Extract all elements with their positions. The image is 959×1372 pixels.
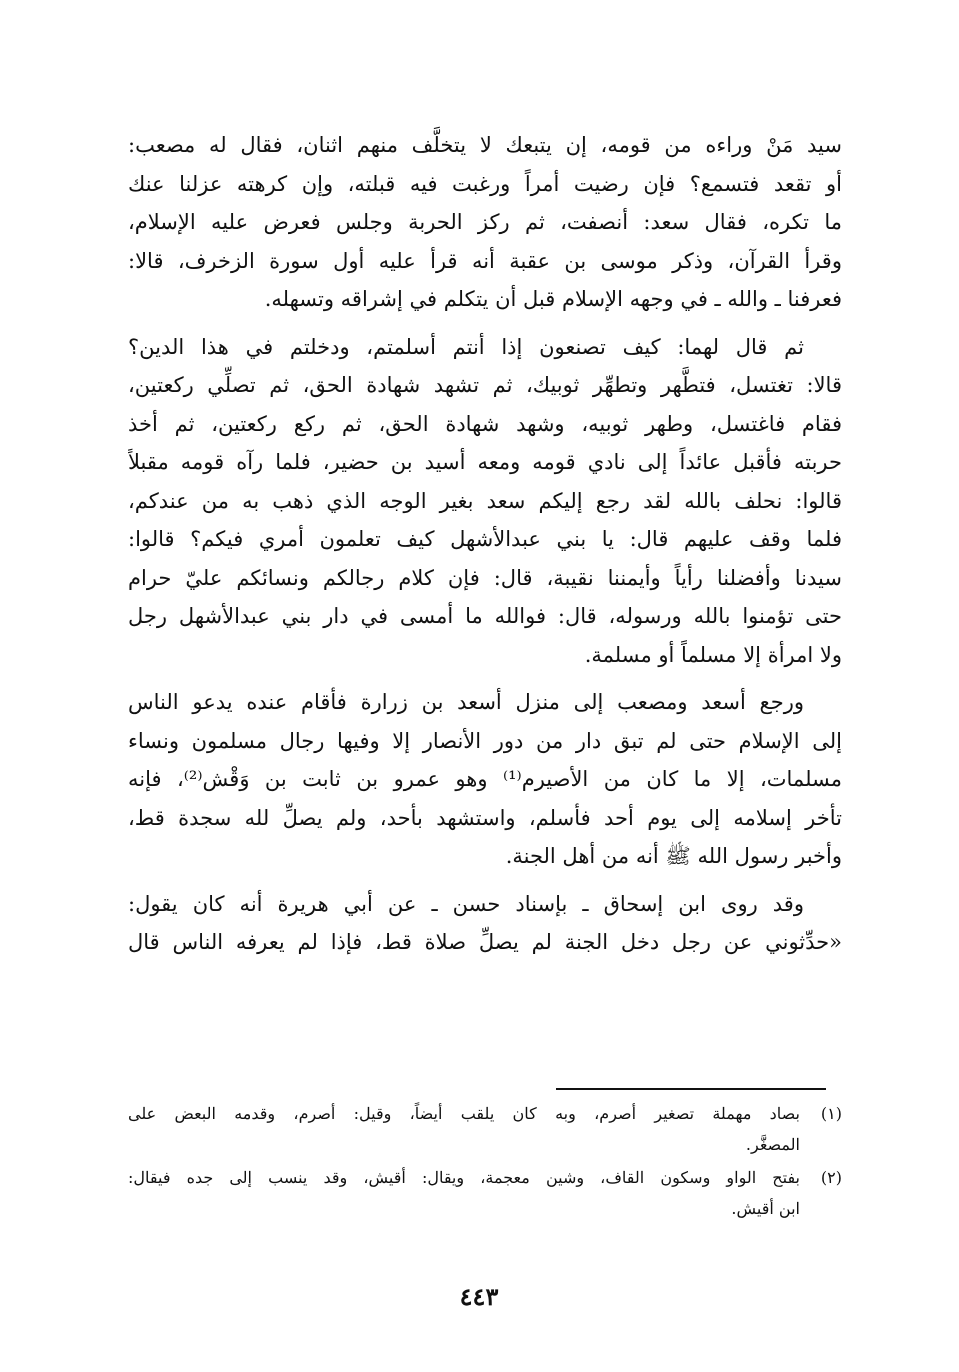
text-line: وأخبر رسول الله ﷺ أنه من أهل الجنة. [505, 844, 842, 868]
text-line: ولا امرأة إلا مسلماً أو مسلمة. [584, 642, 842, 667]
paragraph-gap [128, 876, 842, 885]
footnote-line: المصغَّر. [745, 1135, 800, 1154]
paragraph [128, 683, 842, 876]
footnote [128, 1162, 842, 1224]
text-line: أو تقعد فتسمع؟ فإن رضيت أمراً ورغبت فيه قبلته، وإن كرهته عزلنا عنك [128, 171, 842, 196]
text-line: فلما وقف عليهم قال: يا بني عبدالأشهل كيف تعلمون أمري فيكم؟ قالوا: [128, 527, 842, 551]
text-line: سيد مَنْ وراءه من قومه، إن يتبعك لا يتخلَّف منهم اثنان، فقال له مصعب: [128, 133, 842, 157]
footnote-separator [556, 1088, 826, 1090]
text-line: «حدِّثوني عن رجل دخل الجنة لم يصلِّ صلاة قط، فإذا لم يعرفه الناس قال [128, 930, 842, 954]
page-number: ٤٤٣ [459, 1282, 499, 1311]
paragraph [128, 126, 842, 319]
footnotes [128, 1098, 842, 1226]
footnote-line: بصاد مهملة تصغير أصرم، وبه كان يلقب أيضاً، وقيل: أصرم، وقدمه البعض على [128, 1104, 800, 1123]
text-line: مسلمات، إلا ما كان من الأصيرم⁽¹⁾ وهو عمرو بن ثابت بن وَقْش⁽²⁾، فإنه [128, 767, 842, 791]
footnote [128, 1098, 842, 1160]
paragraph-gap [128, 319, 842, 328]
paragraph [128, 328, 842, 675]
footnote-number: (١) [820, 1104, 842, 1123]
text-line: حربته فأقبل عائداً إلى نادي قومه ومعه أسيد بن حضير، فلما رآه قومه مقبلاً [128, 450, 842, 474]
text-line: وقرأ القرآن، وذكر موسى بن عقبة أنه قرأ عليه أول سورة الزخرف، قالا: [128, 248, 842, 273]
text-line: قالا: تغتسل، فتطَّهر وتطهِّر ثوبيك، ثم تشهد شهادة الحق، ثم تصلِّي ركعتين، [128, 373, 842, 397]
text-line: حتى تؤمنوا بالله ورسوله، قال: فوالله ما أمسى في دار بني عبدالأشهل رجل [128, 604, 842, 628]
main-text [128, 126, 842, 962]
footnote-text [128, 1098, 800, 1160]
paragraph [128, 885, 842, 962]
text-line: فقام فاغتسل، وطهر ثوبيه، وشهد شهادة الحق، ثم ركع ركعتين، ثم أخذ [128, 411, 842, 436]
text-line: ورجع أسعد ومصعب إلى منزل أسعد بن زرارة فأقام عنده يدعو الناس [128, 690, 804, 714]
paragraph-gap [128, 674, 842, 683]
footnote-line: ابن أقيش. [731, 1199, 800, 1218]
footnote-number: (٢) [820, 1168, 842, 1187]
text-line: ما تكره، فقال سعد: أنصفت، ثم ركز الحربة وجلس فعرض عليه الإسلام، [128, 210, 842, 234]
footnote-text [128, 1162, 800, 1224]
text-line: إلى الإسلام حتى لم تبق دار من دور الأنصار إلا وفيها رجال مسلمون ونساء [128, 728, 842, 753]
text-line: تأخر إسلامه إلى يوم أحد فأسلم، واستشهد بأحد، ولم يصلِّ لله سجدة قط، [128, 805, 842, 830]
footnote-line: بفتح الواو وسكون القاف، وشين معجمة، ويقال: أقيش، وقد ينسب إلى جده فيقال: [128, 1168, 800, 1187]
text-line: قالوا: نحلف بالله لقد رجع إليكم سعد بغير الوجه الذي ذهب به من عندكم، [128, 488, 842, 513]
text-line: سيدنا وأفضلنا رأياً وأيمننا نقيبة، قال: فإن كلام رجالكم ونسائكم عليّ حرام [128, 565, 842, 590]
text-line: فعرفنا ـ والله ـ في وجهه الإسلام قبل أن يتكلم في إشراقه وتسهله. [264, 287, 842, 311]
text-line: وقد روى ابن إسحاق ـ بإسناد حسن ـ عن أبي هريرة أنه كان يقول: [128, 891, 804, 916]
text-line: ثم قال لهما: كيف تصنعون إذا أنتم أسلمتم، ودخلتم في هذا الدين؟ [128, 334, 804, 359]
